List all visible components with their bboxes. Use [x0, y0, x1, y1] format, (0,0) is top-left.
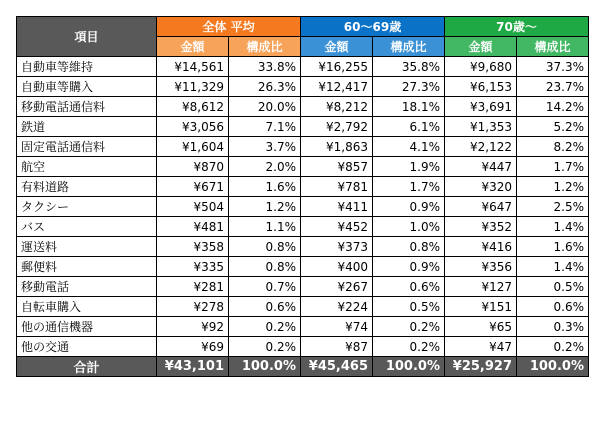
table-row — [17, 337, 589, 357]
ratio-cell: 1.1% — [229, 217, 301, 237]
row-label: 鉄道 — [17, 117, 157, 137]
row-label: 自動車等維持 — [17, 57, 157, 77]
table-row — [17, 277, 589, 297]
header-group-70plus: 70歳～ — [445, 17, 589, 37]
table-row — [17, 97, 589, 117]
amount-cell: ¥447 — [445, 157, 517, 177]
row-label: 自転車購入 — [17, 297, 157, 317]
table-row — [17, 317, 589, 337]
ratio-cell: 33.8% — [229, 57, 301, 77]
ratio-cell: 1.9% — [373, 157, 445, 177]
row-label: 郵便料 — [17, 257, 157, 277]
header-item: 項目 — [17, 17, 157, 57]
ratio-cell: 1.0% — [373, 217, 445, 237]
row-label: 有料道路 — [17, 177, 157, 197]
table-row — [17, 237, 589, 257]
amount-cell: ¥11,329 — [157, 77, 229, 97]
amount-cell: ¥647 — [445, 197, 517, 217]
amount-cell: ¥411 — [301, 197, 373, 217]
ratio-cell: 0.2% — [373, 337, 445, 357]
amount-cell: ¥74 — [301, 317, 373, 337]
amount-cell: ¥452 — [301, 217, 373, 237]
amount-cell: ¥8,612 — [157, 97, 229, 117]
amount-cell: ¥127 — [445, 277, 517, 297]
amount-cell: ¥65 — [445, 317, 517, 337]
amount-cell: ¥278 — [157, 297, 229, 317]
amount-cell: ¥1,863 — [301, 137, 373, 157]
ratio-cell: 1.4% — [517, 217, 589, 237]
ratio-cell: 35.8% — [373, 57, 445, 77]
ratio-cell: 5.2% — [517, 117, 589, 137]
amount-cell: ¥481 — [157, 217, 229, 237]
amount-cell: ¥671 — [157, 177, 229, 197]
ratio-cell: 2.0% — [229, 157, 301, 177]
ratio-cell: 0.5% — [517, 277, 589, 297]
amount-cell: ¥267 — [301, 277, 373, 297]
ratio-cell: 20.0% — [229, 97, 301, 117]
amount-cell: ¥352 — [445, 217, 517, 237]
ratio-cell: 0.6% — [229, 297, 301, 317]
header-ratio: 構成比 — [517, 37, 589, 57]
ratio-cell: 18.1% — [373, 97, 445, 117]
ratio-cell: 27.3% — [373, 77, 445, 97]
ratio-cell: 0.8% — [229, 237, 301, 257]
amount-cell: ¥1,604 — [157, 137, 229, 157]
ratio-cell: 4.1% — [373, 137, 445, 157]
amount-cell: ¥43,101 — [157, 357, 229, 377]
ratio-cell: 1.7% — [373, 177, 445, 197]
ratio-cell: 14.2% — [517, 97, 589, 117]
ratio-cell: 0.9% — [373, 197, 445, 217]
ratio-cell: 3.7% — [229, 137, 301, 157]
table-row — [17, 77, 589, 97]
ratio-cell: 100.0% — [373, 357, 445, 377]
ratio-cell: 1.4% — [517, 257, 589, 277]
amount-cell: ¥358 — [157, 237, 229, 257]
amount-cell: ¥373 — [301, 237, 373, 257]
header-ratio: 構成比 — [229, 37, 301, 57]
amount-cell: ¥1,353 — [445, 117, 517, 137]
ratio-cell: 0.6% — [373, 277, 445, 297]
amount-cell: ¥69 — [157, 337, 229, 357]
ratio-cell: 6.1% — [373, 117, 445, 137]
table-row — [17, 257, 589, 277]
table-row — [17, 177, 589, 197]
table-row — [17, 57, 589, 77]
table-row — [17, 137, 589, 157]
ratio-cell: 8.2% — [517, 137, 589, 157]
ratio-cell: 0.2% — [373, 317, 445, 337]
amount-cell: ¥504 — [157, 197, 229, 217]
row-label: 自動車等購入 — [17, 77, 157, 97]
ratio-cell: 0.3% — [517, 317, 589, 337]
ratio-cell: 1.2% — [229, 197, 301, 217]
ratio-cell: 1.6% — [229, 177, 301, 197]
row-label: 移動電話 — [17, 277, 157, 297]
amount-cell: ¥45,465 — [301, 357, 373, 377]
ratio-cell: 0.2% — [229, 317, 301, 337]
header-amount: 金額 — [301, 37, 373, 57]
amount-cell: ¥9,680 — [445, 57, 517, 77]
header-group-60s: 60～69歳 — [301, 17, 445, 37]
total-row — [17, 357, 589, 377]
table-body — [17, 57, 589, 377]
ratio-cell: 1.2% — [517, 177, 589, 197]
ratio-cell: 23.7% — [517, 77, 589, 97]
table-row — [17, 197, 589, 217]
amount-cell: ¥3,056 — [157, 117, 229, 137]
table-row — [17, 217, 589, 237]
amount-cell: ¥151 — [445, 297, 517, 317]
amount-cell: ¥870 — [157, 157, 229, 177]
ratio-cell: 1.7% — [517, 157, 589, 177]
ratio-cell: 0.8% — [229, 257, 301, 277]
ratio-cell: 0.5% — [373, 297, 445, 317]
table-row — [17, 297, 589, 317]
ratio-cell: 1.6% — [517, 237, 589, 257]
amount-cell: ¥416 — [445, 237, 517, 257]
row-label: 他の通信機器 — [17, 317, 157, 337]
ratio-cell: 0.7% — [229, 277, 301, 297]
row-label: バス — [17, 217, 157, 237]
amount-cell: ¥320 — [445, 177, 517, 197]
amount-cell: ¥14,561 — [157, 57, 229, 77]
ratio-cell: 0.9% — [373, 257, 445, 277]
amount-cell: ¥356 — [445, 257, 517, 277]
ratio-cell: 7.1% — [229, 117, 301, 137]
ratio-cell: 0.2% — [517, 337, 589, 357]
amount-cell: ¥16,255 — [301, 57, 373, 77]
ratio-cell: 0.2% — [229, 337, 301, 357]
row-label: 固定電話通信料 — [17, 137, 157, 157]
amount-cell: ¥2,122 — [445, 137, 517, 157]
ratio-cell: 100.0% — [517, 357, 589, 377]
ratio-cell: 26.3% — [229, 77, 301, 97]
amount-cell: ¥92 — [157, 317, 229, 337]
amount-cell: ¥224 — [301, 297, 373, 317]
amount-cell: ¥857 — [301, 157, 373, 177]
header-group-all: 全体 平均 — [157, 17, 301, 37]
amount-cell: ¥8,212 — [301, 97, 373, 117]
amount-cell: ¥12,417 — [301, 77, 373, 97]
ratio-cell: 2.5% — [517, 197, 589, 217]
row-label: タクシー — [17, 197, 157, 217]
amount-cell: ¥3,691 — [445, 97, 517, 117]
ratio-cell: 37.3% — [517, 57, 589, 77]
row-label: 他の交通 — [17, 337, 157, 357]
header-amount: 金額 — [445, 37, 517, 57]
ratio-cell: 0.8% — [373, 237, 445, 257]
amount-cell: ¥87 — [301, 337, 373, 357]
ratio-cell: 0.6% — [517, 297, 589, 317]
amount-cell: ¥335 — [157, 257, 229, 277]
amount-cell: ¥25,927 — [445, 357, 517, 377]
table-row — [17, 117, 589, 137]
row-label: 移動電話通信料 — [17, 97, 157, 117]
ratio-cell: 100.0% — [229, 357, 301, 377]
row-label: 運送料 — [17, 237, 157, 257]
amount-cell: ¥781 — [301, 177, 373, 197]
amount-cell: ¥47 — [445, 337, 517, 357]
total-label: 合計 — [17, 357, 157, 377]
amount-cell: ¥281 — [157, 277, 229, 297]
header-amount: 金額 — [157, 37, 229, 57]
amount-cell: ¥400 — [301, 257, 373, 277]
expense-table — [16, 16, 589, 377]
amount-cell: ¥6,153 — [445, 77, 517, 97]
header-ratio: 構成比 — [373, 37, 445, 57]
amount-cell: ¥2,792 — [301, 117, 373, 137]
table-row — [17, 157, 589, 177]
row-label: 航空 — [17, 157, 157, 177]
